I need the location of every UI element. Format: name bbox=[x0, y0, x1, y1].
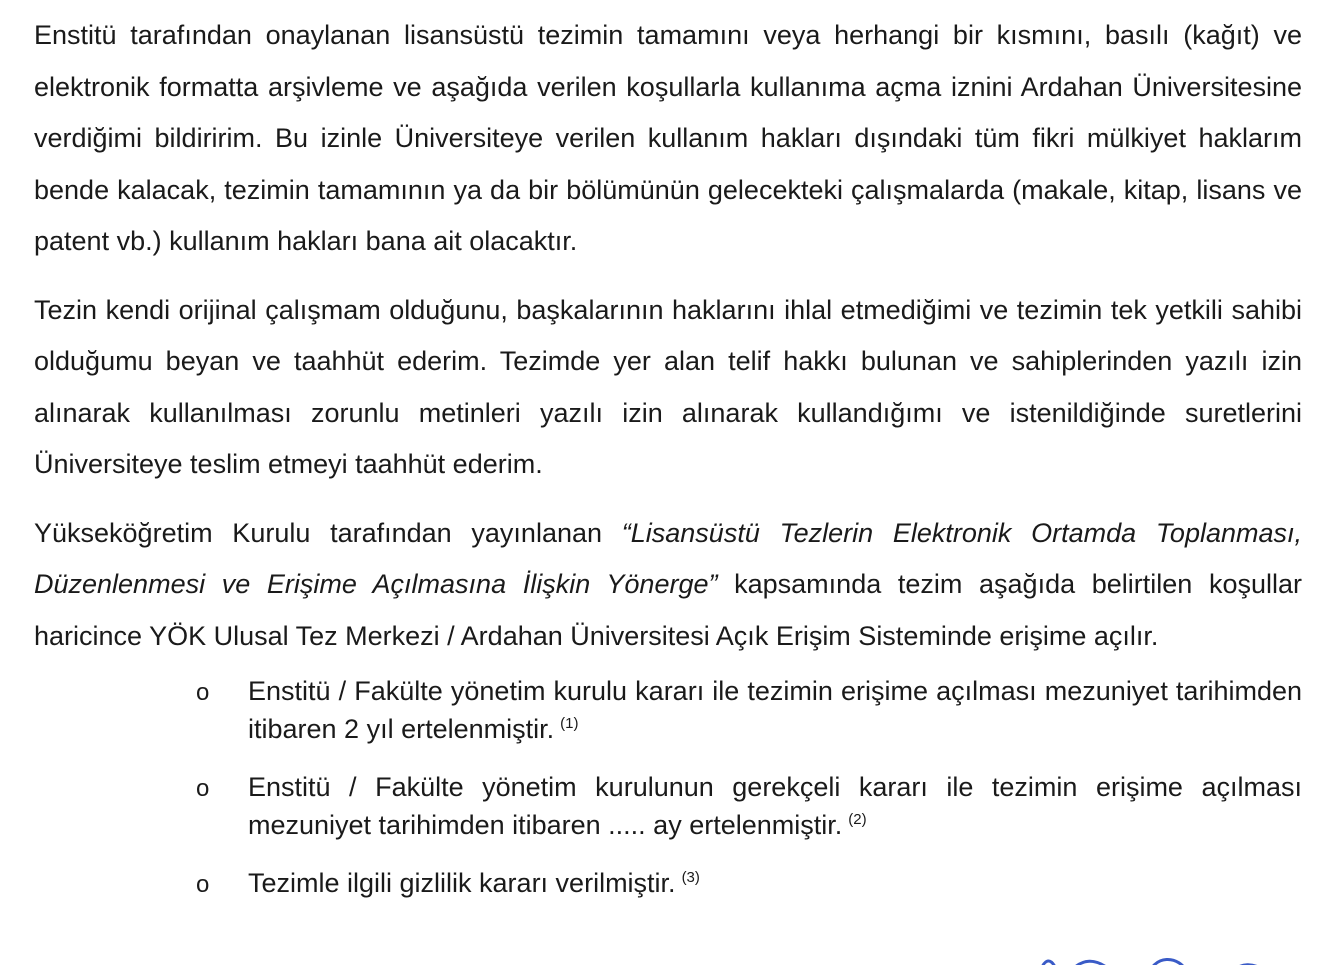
option-two-year-deferral bbox=[34, 672, 1302, 748]
hollow-bullet-icon: o bbox=[196, 775, 210, 802]
footnote-ref: (3) bbox=[681, 869, 700, 886]
paragraph-archive-permission: Enstitü tarafından onaylanan lisansüstü tezimin tamamını veya herhangi bir kısmını, basılı (kağıt) ve elektronik formatta arşivleme ve aşağıda verilen koşullarla kullanıma açma iznini Ardahan Üniversitesine verdiğimi bildiririm. Bu izinle Üniversiteye verilen kullanım hakları dışındaki tüm fikri mülkiyet haklarım bende kalacak, tezimin tamamının ya da bir bölümünün gelecekteki çalışmalarda (makale, kitap, lisans ve patent vb.) kullanım hakları bana ait olacaktır. bbox=[34, 20, 1302, 256]
hollow-bullet-icon: o bbox=[196, 871, 210, 898]
option-text: Enstitü / Fakülte yönetim kurulunun gerekçeli kararı ile tezimin erişime açılması mezuniyet tarihimden itibaren ..... ay ertelenmiştir. bbox=[248, 772, 1302, 840]
option-text: Tezimle ilgili gizlilik kararı verilmiştir. bbox=[248, 868, 676, 898]
access-options-list bbox=[34, 672, 1302, 902]
paragraph-originality-declaration: Tezin kendi orijinal çalışmam olduğunu, başkalarının haklarını ihlal etmediğimi ve tezimin tek yetkili sahibi olduğumu beyan ve taahhüt ederim. Tezimde yer alan telif hakkı bulunan ve sahiplerinden yazılı izin alınarak kullanılması zorunlu metinleri yazılı izin alınarak kullandığımı ve istenildiğinde suretlerini Üniversiteye teslim etmeyi taahhüt ederim. bbox=[34, 294, 1302, 479]
option-text: Enstitü / Fakülte yönetim kurulu kararı ile tezimin erişime açılması mezuniyet tarihimden itibaren 2 yıl ertelenmiştir. bbox=[248, 676, 1302, 744]
footnote-ref: (1) bbox=[560, 715, 579, 732]
paragraph-access-conditions bbox=[34, 508, 1302, 663]
footnote-ref: (2) bbox=[848, 811, 867, 828]
access-conditions-prefix: Yükseköğretim Kurulu tarafından yayınlanan bbox=[34, 517, 622, 548]
signature-ink-mark bbox=[1030, 948, 1290, 965]
access-conditions-suffix: kapsamında tezim aşağıda belirtilen koşullar haricince YÖK Ulusal Tez Merkezi / Ardahan Üniversitesi Açık Erişim Sisteminde erişime açılır. bbox=[34, 569, 1302, 651]
option-confidentiality bbox=[34, 864, 1302, 902]
option-month-deferral bbox=[34, 768, 1302, 844]
signature-icon bbox=[1030, 948, 1290, 965]
document-page bbox=[34, 10, 1302, 902]
hollow-bullet-icon: o bbox=[196, 679, 210, 706]
directive-title: “Lisansüstü Tezlerin Elektronik Ortamda Toplanması, Düzenlenmesi ve Erişime Açılmasına İlişkin Yönerge” bbox=[34, 517, 1302, 599]
